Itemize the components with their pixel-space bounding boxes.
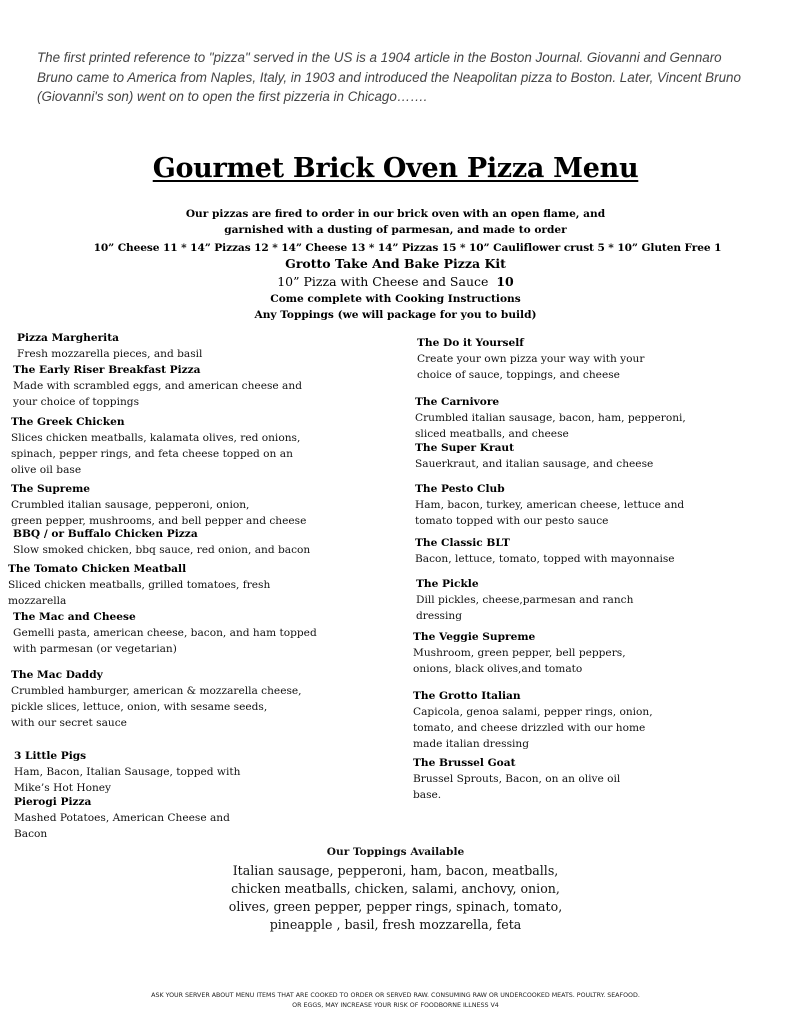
- menu-item-supreme: [11, 482, 306, 529]
- grotto-kit-description: 10” Pizza with Cheese and Sauce: [277, 274, 489, 289]
- grotto-kit-note: Any Toppings (we will package for you to build): [254, 308, 537, 321]
- menu-item-desc: onions, black olives,and tomato: [413, 663, 583, 675]
- menu-item-veggie-supreme: [413, 630, 626, 677]
- menu-item-desc: with parmesan (or vegetarian): [13, 643, 177, 655]
- grotto-kit-note: Come complete with Cooking Instructions: [270, 293, 521, 305]
- menu-item-early-riser: [13, 363, 302, 410]
- menu-item-desc: Capicola, genoa salami, pepper rings, onion,: [413, 706, 653, 718]
- toppings-line: olives, green pepper, pepper rings, spinach, tomato,: [228, 899, 563, 914]
- subtitle-line: garnished with a dusting of parmesan, and made to order: [224, 223, 567, 236]
- menu-item-name: The Pickle: [416, 578, 479, 590]
- menu-item-name: The Grotto Italian: [413, 690, 521, 702]
- menu-item-name: The Do it Yourself: [417, 337, 524, 349]
- footer-line: OR EGGS, MAY INCREASE YOUR RISK OF FOODBORNE ILLNESS V4: [292, 1002, 499, 1009]
- menu-item-desc: Brussel Sprouts, Bacon, on an olive oil: [413, 773, 621, 785]
- menu-item-pizza-margherita: [17, 331, 202, 362]
- menu-item-brussel-goat: [413, 756, 620, 803]
- menu-item-name: The Carnivore: [415, 396, 500, 408]
- menu-item-name: The Greek Chicken: [11, 416, 125, 428]
- menu-item-desc: base.: [413, 789, 442, 801]
- menu-item-name: The Super Kraut: [415, 442, 515, 454]
- grotto-kit-notes: [0, 292, 791, 323]
- menu-item-desc: olive oil base: [11, 464, 82, 476]
- menu-item-desc: Gemelli pasta, american cheese, bacon, and ham topped: [13, 627, 317, 639]
- subtitle-line: Our pizzas are fired to order in our brick oven with an open flame, and: [185, 208, 606, 220]
- toppings-line: pineapple , basil, fresh mozzarella, feta: [269, 917, 522, 932]
- menu-item-3-little-pigs: [14, 749, 240, 796]
- menu-subtitle: [0, 207, 791, 238]
- menu-item-name: The Veggie Supreme: [413, 631, 536, 643]
- menu-item-pesto-club: [415, 482, 684, 529]
- menu-item-desc: Slices chicken meatballs, kalamata olives, red onions,: [11, 432, 301, 444]
- menu-item-bbq-buffalo-chicken: [13, 527, 310, 558]
- menu-item-desc: made italian dressing: [413, 738, 530, 750]
- menu-item-desc: with our secret sauce: [11, 717, 127, 729]
- intro-paragraph: The first printed reference to "pizza" served in the US is a 1904 article in the Boston Journal. Giovanni and Gennaro Bruno came to America from Naples, Italy, in 1903 and introduced the Neapolitan pizza to Boston. Later, Vincent Bruno (Giovanni's son) went on to open the first pizzeria in Chicago…….: [37, 50, 741, 104]
- menu-item-desc: Made with scrambled eggs, and american cheese and: [13, 380, 302, 392]
- menu-item-desc: your choice of toppings: [13, 396, 140, 408]
- menu-item-desc: tomato, and cheese drizzled with our home: [413, 722, 646, 734]
- grotto-kit-line: [0, 274, 791, 289]
- grotto-kit-title: Grotto Take And Bake Pizza Kit: [285, 256, 506, 271]
- menu-item-desc: Mashed Potatoes, American Cheese and: [14, 812, 230, 824]
- menu-item-desc: Bacon: [14, 828, 48, 840]
- menu-item-name: The Supreme: [11, 483, 91, 495]
- menu-item-name: The Classic BLT: [415, 537, 510, 549]
- menu-item-desc: Slow smoked chicken, bbq sauce, red onion, and bacon: [13, 544, 311, 556]
- menu-item-name: The Pesto Club: [415, 483, 505, 495]
- menu-item-desc: Crumbled italian sausage, bacon, ham, pepperoni,: [415, 412, 686, 424]
- menu-item-desc: choice of sauce, toppings, and cheese: [417, 369, 620, 381]
- menu-item-desc: tomato topped with our pesto sauce: [415, 515, 609, 527]
- menu-item-desc: Bacon, lettuce, tomato, topped with mayonnaise: [415, 553, 675, 565]
- menu-item-name: The Mac and Cheese: [13, 611, 136, 623]
- menu-item-mac-and-cheese: [13, 610, 317, 657]
- menu-item-name: The Brussel Goat: [413, 757, 516, 769]
- menu-item-name: The Early Riser Breakfast Pizza: [13, 364, 201, 376]
- menu-item-carnivore: [415, 395, 686, 442]
- menu-item-name: The Mac Daddy: [11, 669, 103, 681]
- menu-item-do-it-yourself: [417, 336, 644, 383]
- menu-item-desc: Crumbled hamburger, american & mozzarella cheese,: [11, 685, 302, 697]
- menu-item-grotto-italian: [413, 689, 653, 752]
- menu-item-super-kraut: [415, 441, 653, 472]
- menu-item-name: Pierogi Pizza: [14, 796, 92, 808]
- menu-item-desc: Fresh mozzarella pieces, and basil: [17, 348, 203, 360]
- menu-item-desc: Sauerkraut, and italian sausage, and cheese: [415, 458, 654, 470]
- toppings-list: [0, 862, 791, 934]
- menu-item-desc: dressing: [416, 610, 462, 622]
- menu-item-desc: Create your own pizza your way with your: [417, 353, 645, 365]
- menu-item-desc: spinach, pepper rings, and feta cheese topped on an: [11, 448, 293, 460]
- toppings-line: Italian sausage, pepperoni, ham, bacon, meatballs,: [232, 863, 559, 878]
- menu-item-tomato-chicken-meatball: [8, 562, 270, 609]
- menu-item-pierogi-pizza: [14, 795, 230, 842]
- menu-item-desc: Ham, bacon, turkey, american cheese, lettuce and: [415, 499, 685, 511]
- menu-item-desc: green pepper, mushrooms, and bell pepper and cheese: [11, 515, 307, 527]
- menu-item-desc: pickle slices, lettuce, onion, with sesame seeds,: [11, 701, 268, 713]
- menu-item-name: Pizza Margherita: [17, 332, 119, 344]
- menu-item-desc: Dill pickles, cheese,parmesan and ranch: [416, 594, 634, 606]
- menu-item-mac-daddy: [11, 668, 302, 731]
- menu-item-pickle: [416, 577, 633, 624]
- page-title: Gourmet Brick Oven Pizza Menu: [152, 153, 639, 184]
- footer-disclaimer: [0, 991, 791, 1011]
- menu-item-desc: Mike’s Hot Honey: [14, 782, 112, 794]
- price-list: 10” Cheese 11 * 14” Pizzas 12 * 14” Cheese 13 * 14” Pizzas 15 * 10” Cauliflower crust 5 * 10” Gluten Free 1: [93, 242, 722, 254]
- footer-line: ASK YOUR SERVER ABOUT MENU ITEMS THAT ARE COOKED TO ORDER OR SERVED RAW. CONSUMING RAW OR UNDERCOOKED MEATS. POULTRY. SEAFOOD.: [151, 992, 640, 999]
- menu-item-classic-blt: [415, 536, 675, 567]
- grotto-kit-price: 10: [496, 274, 514, 289]
- menu-item-desc: sliced meatballs, and cheese: [415, 428, 569, 440]
- menu-item-desc: mozzarella: [8, 595, 67, 607]
- menu-item-name: BBQ / or Buffalo Chicken Pizza: [13, 528, 198, 540]
- menu-item-desc: Mushroom, green pepper, bell peppers,: [413, 647, 626, 659]
- menu-item-desc: Ham, Bacon, Italian Sausage, topped with: [14, 766, 241, 778]
- menu-item-name: The Tomato Chicken Meatball: [8, 563, 187, 575]
- menu-item-greek-chicken: [11, 415, 300, 478]
- toppings-line: chicken meatballs, chicken, salami, anchovy, onion,: [231, 881, 560, 896]
- menu-item-desc: Crumbled italian sausage, pepperoni, onion,: [11, 499, 250, 511]
- toppings-title: Our Toppings Available: [326, 846, 465, 858]
- menu-item-desc: Sliced chicken meatballs, grilled tomatoes, fresh: [8, 579, 271, 591]
- menu-item-name: 3 Little Pigs: [14, 750, 87, 762]
